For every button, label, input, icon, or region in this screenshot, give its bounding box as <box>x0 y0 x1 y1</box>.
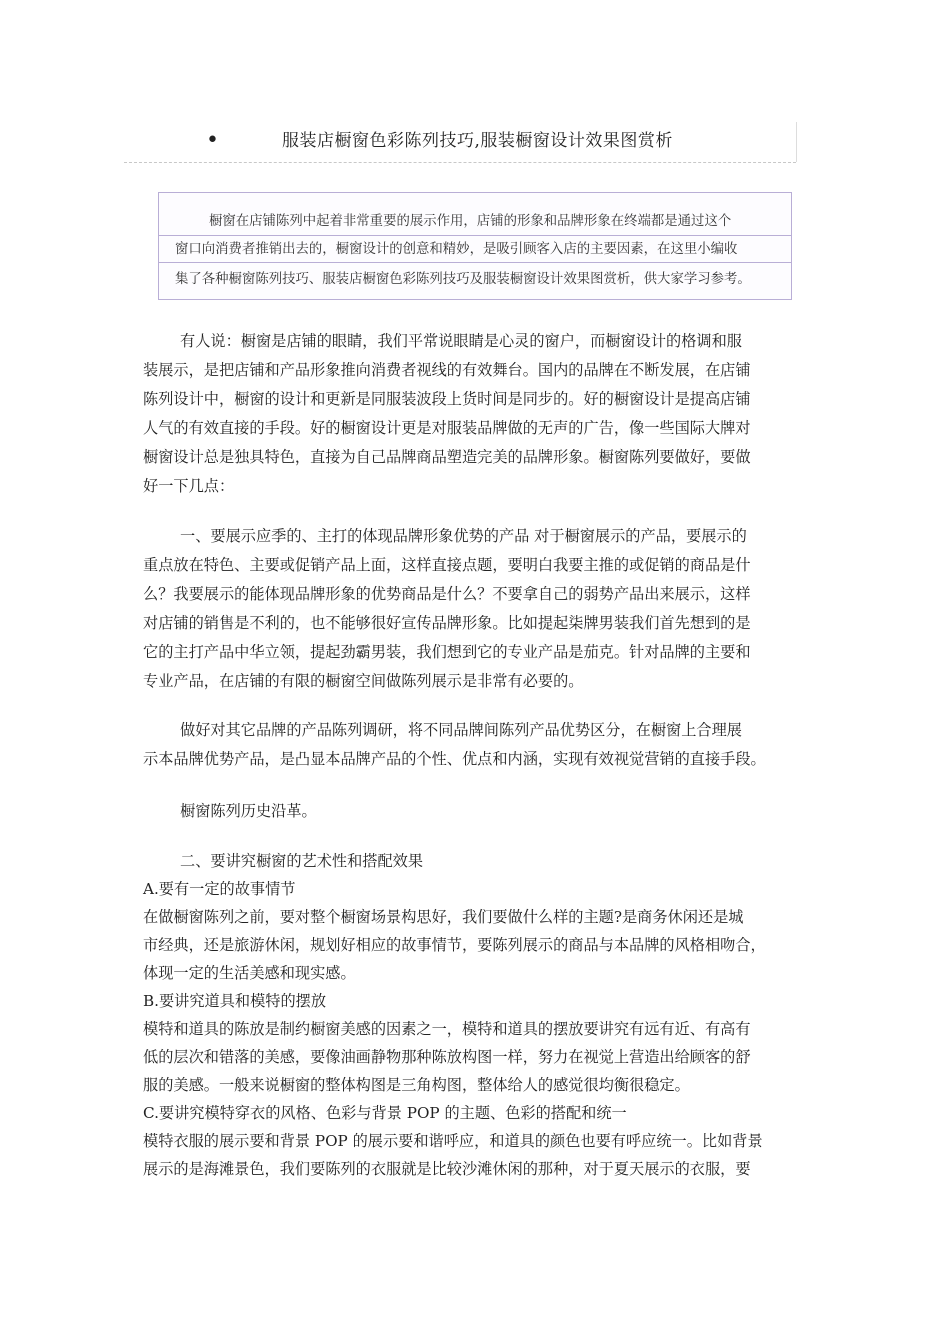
paragraph-line: 一、要展示应季的、主打的体现品牌形象优势的产品 对于橱窗展示的产品，要展示的 <box>180 527 747 545</box>
intro-line: 橱窗在店铺陈列中起着非常重要的展示作用，店铺的形象和品牌形象在终端都是通过这个 <box>209 214 732 229</box>
subheading: A.要有一定的故事情节 <box>143 880 296 898</box>
paragraph-line: 模特和道具的陈放是制约橱窗美感的因素之一，模特和道具的摆放要讲究有远有近、有高有 <box>143 1020 751 1038</box>
intro-divider <box>159 235 791 236</box>
paragraph-line: 它的主打产品中华立领，提起劲霸男装，我们想到它的专业产品是茄克。针对品牌的主要和 <box>143 643 751 661</box>
paragraph <box>143 716 813 774</box>
paragraph-line: 人气的有效直接的手段。好的橱窗设计更是对服装品牌做的无声的广告，像一些国际大牌对 <box>143 419 751 437</box>
paragraph-line: 橱窗陈列历史沿革。 <box>180 802 317 820</box>
paragraph-line: 模特衣服的展示要和背景 POP 的展示要和谐呼应，和道具的颜色也要有呼应统一。比如背景 <box>143 1132 763 1150</box>
paragraph-line: 在做橱窗陈列之前，要对整个橱窗场景构思好，我们要做什么样的主题?是商务休闲还是城 <box>143 908 744 926</box>
paragraph-line: 示本品牌优势产品，是凸显本品牌产品的个性、优点和内涵，实现有效视觉营销的直接手段。 <box>143 750 766 768</box>
intro-line: 窗口向消费者推销出去的，橱窗设计的创意和精妙，是吸引顾客入店的主要因素，在这里小编收 <box>175 242 738 257</box>
paragraph-line: 重点放在特色、主要或促销产品上面，这样直接点题，要明白我要主推的或促销的商品是什 <box>143 556 751 574</box>
paragraph-line: 展示的是海滩景色，我们要陈列的衣服就是比较沙滩休闲的那种，对于夏天展示的衣服，要 <box>143 1160 751 1178</box>
paragraph-line: 体现一定的生活美感和现实感。 <box>143 964 356 982</box>
page-title: 服装店橱窗色彩陈列技巧,服装橱窗设计效果图赏析 <box>282 131 673 151</box>
paragraph-line: 么？我要展示的能体现品牌形象的优势商品是什么？不要拿自己的弱势产品出来展示，这样 <box>143 585 751 603</box>
paragraph-line: 市经典，还是旅游休闲，规划好相应的故事情节，要陈列展示的商品与本品牌的风格相吻合， <box>143 936 766 954</box>
paragraph-line: 好一下几点： <box>143 477 235 495</box>
paragraph-line: 低的层次和错落的美感，要像油画静物那种陈放构图一样，努力在视觉上营造出给顾客的舒 <box>143 1048 751 1066</box>
section <box>143 847 813 1183</box>
paragraph-line: 服的美感。一般来说橱窗的整体构图是三角构图，整体给人的感觉很均衡很稳定。 <box>143 1076 690 1094</box>
title-divider <box>124 162 796 163</box>
subheading: B.要讲究道具和模特的摆放 <box>143 992 327 1010</box>
paragraph <box>143 797 813 826</box>
paragraph-line: 装展示，是把店铺和产品形象推向消费者视线的有效舞台。国内的品牌在不断发展，在店铺 <box>143 361 751 379</box>
paragraph <box>143 327 813 501</box>
intro-line: 集了各种橱窗陈列技巧、服装店橱窗色彩陈列技巧及服装橱窗设计效果图赏析，供大家学习参考。 <box>175 272 751 287</box>
intro-divider <box>159 262 791 263</box>
paragraph <box>143 522 813 696</box>
paragraph-line: 做好对其它品牌的产品陈列调研，将不同品牌间陈列产品优势区分，在橱窗上合理展 <box>180 721 742 739</box>
paragraph-line: 有人说：橱窗是店铺的眼睛，我们平常说眼睛是心灵的窗户，而橱窗设计的格调和服 <box>180 332 742 350</box>
subheading: C.要讲究模特穿衣的风格、色彩与背景 POP 的主题、色彩的搭配和统一 <box>143 1104 627 1122</box>
intro-box <box>158 192 792 300</box>
paragraph-line: 对店铺的销售是不利的，也不能够很好宣传品牌形象。比如提起柒牌男装我们首先想到的是 <box>143 614 751 632</box>
paragraph-line: 陈列设计中，橱窗的设计和更新是同服装波段上货时间是同步的。好的橱窗设计是提高店铺 <box>143 390 751 408</box>
paragraph-line: 专业产品，在店铺的有限的橱窗空间做陈列展示是非常有必要的。 <box>143 672 584 690</box>
paragraph-line: 橱窗设计总是独具特色，直接为自己品牌商品塑造完美的品牌形象。橱窗陈列要做好，要做 <box>143 448 751 466</box>
section-heading: 二、要讲究橱窗的艺术性和搭配效果 <box>180 852 423 870</box>
title-bullet: • <box>206 128 219 153</box>
